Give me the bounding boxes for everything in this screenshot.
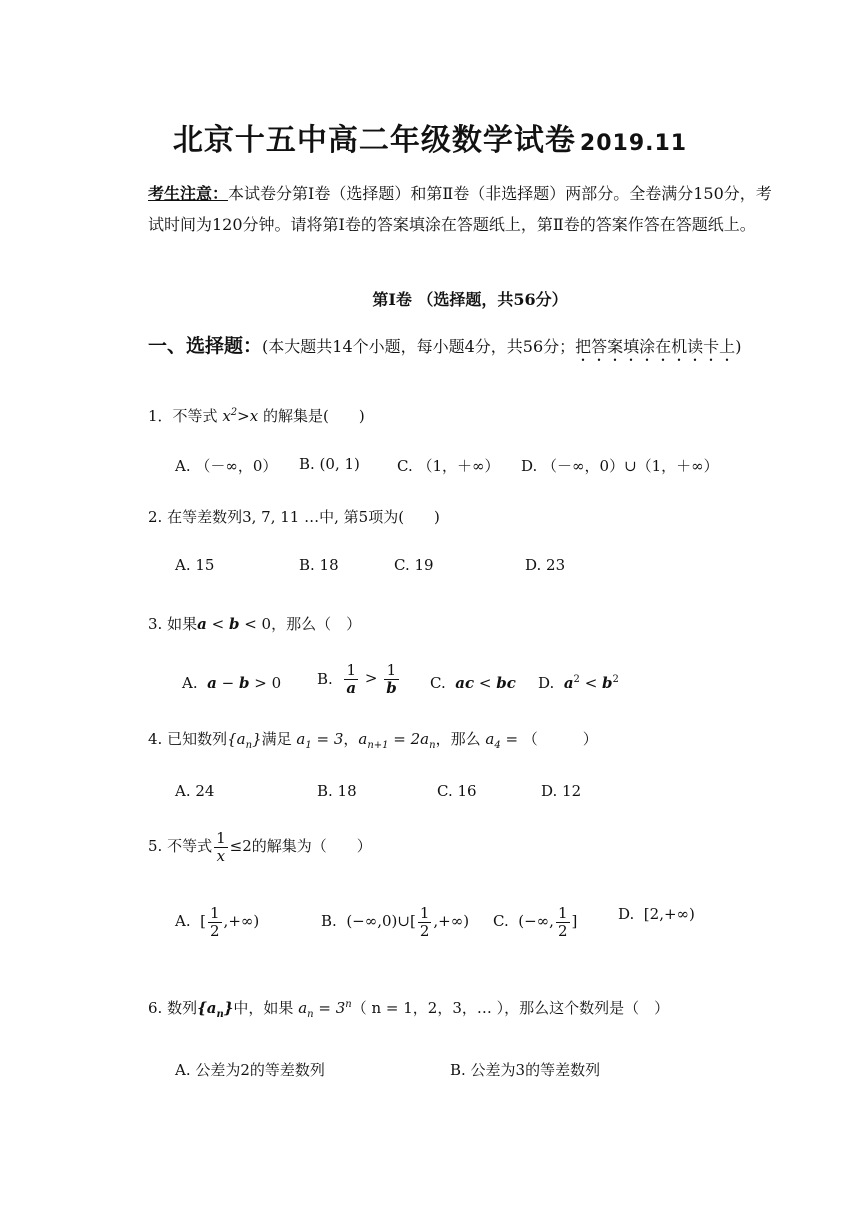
exam-year: 2019.11 <box>579 131 688 156</box>
part-emphasis: 把答案填涂在机读卡上 <box>575 337 736 356</box>
q6-number: 6. <box>148 999 163 1017</box>
q3-formula: a <box>197 615 207 633</box>
part-heading <box>148 331 778 365</box>
q2-option-d[interactable]: D. 23 <box>525 556 566 574</box>
section-heading: 第Ⅰ卷 （选择题，共56分） <box>372 290 568 309</box>
q3-option-c[interactable]: C. ac < bc <box>430 674 516 692</box>
q4-option-d[interactable]: D. 12 <box>541 782 582 800</box>
q6-option-b[interactable]: B. 公差为3的等差数列 <box>450 1061 601 1079</box>
q1-pre: 不等式 <box>172 407 223 425</box>
title-text: 北京十五中高二年级数学试卷 <box>172 123 576 158</box>
q4-option-c[interactable]: C. 16 <box>437 782 477 800</box>
q3-pre: 如果 <box>167 615 198 633</box>
q2-option-b[interactable]: B. 18 <box>299 556 339 574</box>
q4-number: 4. <box>148 730 163 748</box>
q2-stem: 在等差数列3, 7, 11 …中, 第5项为( ) <box>167 508 440 526</box>
q5-option-b[interactable]: B. (−∞,0)∪[ $\frac{1}{2}$ ,+∞) <box>321 904 470 940</box>
q4-option-a[interactable]: A. 24 <box>175 782 215 800</box>
q6-option-a[interactable]: A. 公差为2的等差数列 <box>175 1061 325 1079</box>
q5-number: 5. <box>148 837 163 855</box>
q5-pre: 不等式 <box>167 837 213 855</box>
question-3: 3. 如果a < b < 0，那么（ ） <box>148 615 362 633</box>
question-6: 6. 数列$\{a_n\}$中，如果 $a_n = 3^n$（ n = 1，2，3，… ），那么这个数列是（ ） <box>148 999 670 1020</box>
q1-formula: $x^2>x$ <box>222 407 259 425</box>
q3-option-b[interactable]: B. $\frac{1}{a}$ > $\frac{1}{b}$ <box>317 661 397 697</box>
q1-option-a[interactable]: A. （－∞，0） <box>175 457 278 475</box>
q2-number: 2. <box>148 508 163 526</box>
q5-option-a[interactable]: A. [ $\frac{1}{2}$ ,+∞) <box>175 904 260 940</box>
q3-option-d[interactable]: D. $a^2 < b^2$ <box>538 674 619 692</box>
q2-option-a[interactable]: A. 15 <box>175 556 215 574</box>
notice-block <box>148 178 778 240</box>
part-end: ) <box>735 337 742 356</box>
q2-option-c[interactable]: C. 19 <box>394 556 434 574</box>
q4-pre: 已知数列 <box>167 730 228 748</box>
question-4: 4. 已知数列$\{a_n\}$满足 $a_1 = 3$，$a_{n+1} = 2a_n$，那么 $a_4$ = （ ） <box>148 730 598 751</box>
notice-text: 本试卷分第Ⅰ卷（选择题）和第Ⅱ卷（非选择题）两部分。全卷满分150分，考试时间为120分钟。请将第Ⅰ卷的答案填涂在答题纸上，第Ⅱ卷的答案作答在答题纸上。 <box>148 184 772 234</box>
question-1 <box>148 405 365 426</box>
q4-option-b[interactable]: B. 18 <box>317 782 357 800</box>
q3-option-a[interactable]: A. a − b > 0 <box>182 674 282 692</box>
part-desc: (本大题共14个小题，每小题4分，共56分； <box>262 337 576 356</box>
q1-post: 的解集是( ) <box>258 407 365 425</box>
question-5: 5. 不等式 $\frac{1}{x}$ ≤2的解集为（ ） <box>148 829 372 865</box>
question-2 <box>148 506 440 527</box>
part-title: 一、选择题： <box>148 335 263 357</box>
q1-option-c[interactable]: C. （1，＋∞） <box>397 457 500 475</box>
q5-option-c[interactable]: C. (−∞, $\frac{1}{2}$ ] <box>493 904 578 940</box>
q6-pre: 数列 <box>167 999 198 1017</box>
q3-number: 3. <box>148 615 163 633</box>
notice-label: 考生注意： <box>148 184 229 203</box>
q5-post: ≤2的解集为（ ） <box>229 837 372 855</box>
q1-option-d[interactable]: D. （－∞，0）∪（1，＋∞） <box>521 457 719 475</box>
q1-option-b[interactable]: B. (0, 1) <box>299 455 360 473</box>
q3-post: ，那么（ ） <box>271 615 362 633</box>
q1-number: 1． <box>148 407 173 425</box>
q5-option-d[interactable]: D. [2,+∞) <box>618 905 695 923</box>
exam-title <box>0 115 860 159</box>
